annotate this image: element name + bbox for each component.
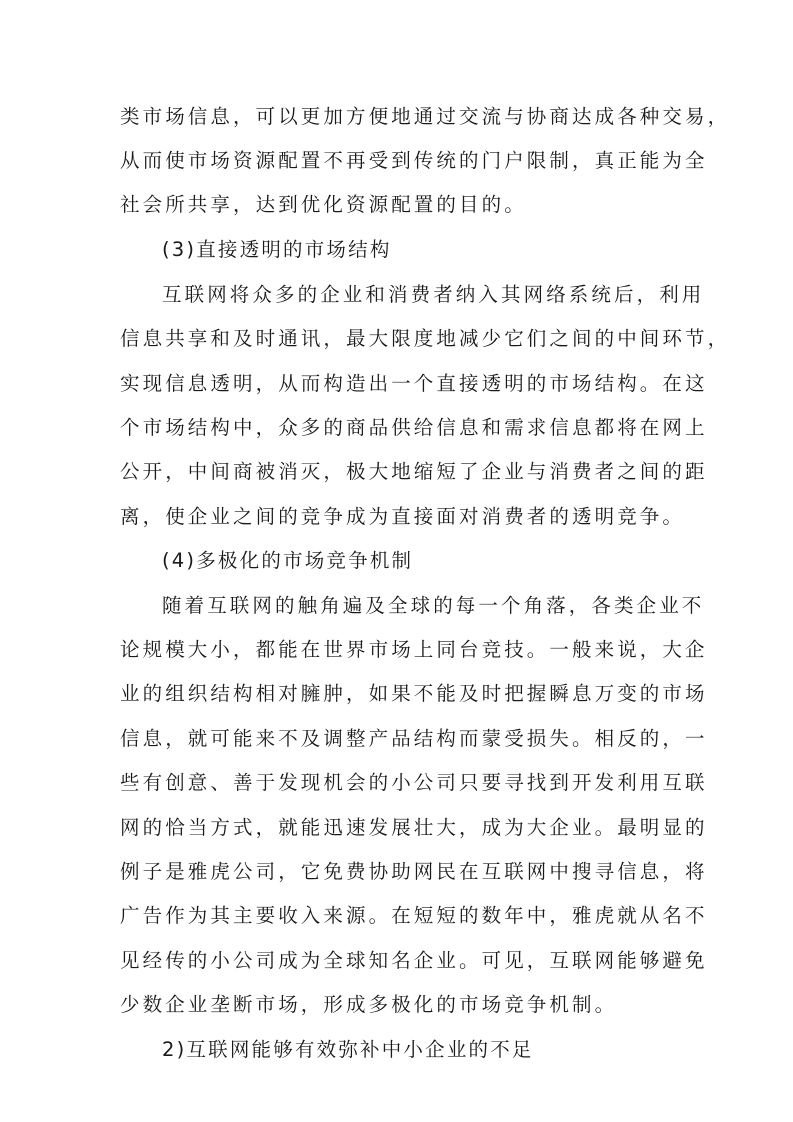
paragraph-line: 信息共享和及时通讯，最大限度地减少它们之间的中间环节，	[120, 327, 731, 350]
paragraph-line: 广告作为其主要收入来源。在短短的数年中，雅虎就从名不	[120, 904, 708, 927]
paragraph-line: 离，使企业之间的竞争成为直接面对消费者的透明竞争。	[120, 505, 686, 528]
paragraph-line: 例子是雅虎公司，它免费协助网民在互联网中搜寻信息，将	[120, 860, 708, 883]
paragraph-line: 类市场信息，可以更加方便地通过交流与协商达成各种交易，	[120, 105, 731, 128]
paragraph-line: 少数企业垄断市场，形成多极化的市场竞争机制。	[120, 993, 618, 1016]
paragraph-line: 随着互联网的触角遍及全球的每一个角落，各类企业不	[162, 594, 705, 617]
paragraph-line: 网的恰当方式，就能迅速发展壮大，成为大企业。最明显的	[120, 816, 708, 839]
section-heading: 2)互联网能够有效弥补中小企业的不足	[162, 1038, 534, 1061]
paragraph-line: 社会所共享，达到优化资源配置的目的。	[120, 193, 527, 216]
section-heading: (4)多极化的市场竞争机制	[162, 549, 414, 572]
paragraph-line: 个市场结构中，众多的商品供给信息和需求信息都将在网上	[120, 416, 708, 439]
paragraph-line: 见经传的小公司成为全球知名企业。可见，互联网能够避免	[120, 949, 708, 972]
paragraph-line: 互联网将众多的企业和消费者纳入其网络系统后，利用	[162, 283, 705, 306]
paragraph-line: 公开，中间商被消灭，极大地缩短了企业与消费者之间的距	[120, 460, 708, 483]
paragraph-line: 论规模大小，都能在世界市场上同台竞技。一般来说，大企	[120, 638, 708, 661]
paragraph-line: 信息，就可能来不及调整产品结构而蒙受损失。相反的，一	[120, 727, 708, 750]
paragraph-line: 实现信息透明，从而构造出一个直接透明的市场结构。在这	[120, 372, 708, 395]
paragraph-line: 业的组织结构相对臃肿，如果不能及时把握瞬息万变的市场	[120, 682, 708, 705]
paragraph-line: 从而使市场资源配置不再受到传统的门户限制，真正能为全	[120, 149, 708, 172]
paragraph-line: 些有创意、善于发现机会的小公司只要寻找到开发利用互联	[120, 771, 708, 794]
section-heading: (3)直接透明的市场结构	[162, 238, 392, 261]
